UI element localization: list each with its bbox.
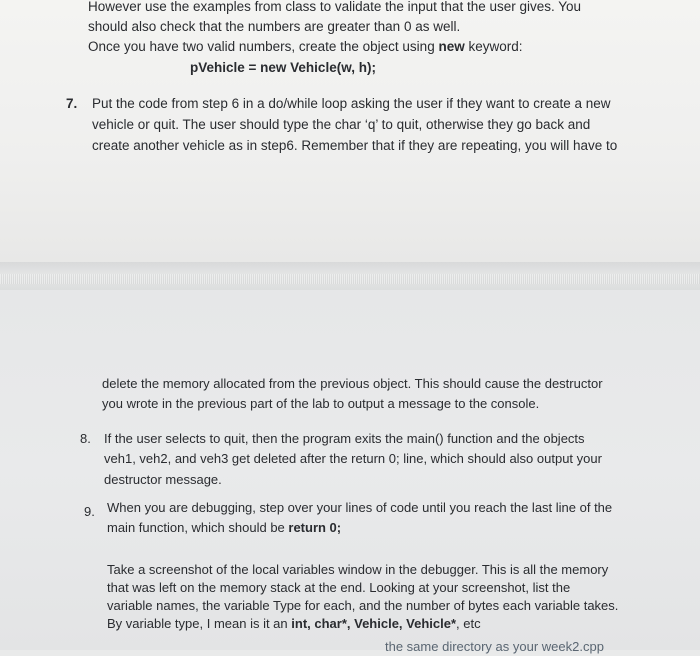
step6-line-1: However use the examples from class to validate the input that the user gives. You	[88, 0, 582, 14]
return-zero-code: return 0;	[288, 520, 342, 535]
step8-number: 8.	[80, 431, 91, 446]
variable-types-list: int, char*, Vehicle, Vehicle*	[291, 616, 457, 631]
step9-para2-line-4-prefix: By variable type, I mean is it an	[107, 616, 292, 631]
new-keyword: new	[438, 39, 465, 54]
step9-para2-line-1: Take a screenshot of the local variables window in the debugger. This is all the memory	[107, 562, 609, 577]
code-snippet-new-vehicle: pVehicle = new Vehicle(w, h);	[190, 60, 376, 75]
step9-para2-line-4	[107, 615, 481, 633]
cutoff-text-fragment: the same directory as your week2.cpp	[385, 639, 604, 654]
step9-line-2-prefix: main function, which should be	[107, 520, 289, 535]
step8-line-2: veh1, veh2, and veh3 get deleted after the return 0; line, which should also output your	[104, 451, 602, 466]
step7-line-2: vehicle or quit. The user should type the char ‘q’ to quit, otherwise they go back and	[92, 117, 591, 132]
step7-line-1: Put the code from step 6 in a do/while loop asking the user if they want to create a new	[92, 96, 611, 111]
step8-line-1: If the user selects to quit, then the program exits the main() function and the objects	[104, 431, 585, 446]
step9-para2-line-2: that was left on the memory stack at the end. Looking at your screenshot, list the	[107, 580, 571, 595]
step7-line-5: you wrote in the previous part of the lab to output a message to the console.	[102, 396, 540, 411]
step7-line-4: delete the memory allocated from the previous object. This should cause the destructor	[102, 376, 603, 391]
step9-number: 9.	[84, 504, 95, 519]
step9-para2-line-4-suffix: , etc	[456, 616, 481, 631]
step6-line-3-prefix: Once you have two valid numbers, create the object using	[88, 39, 439, 54]
step7-number: 7.	[66, 96, 78, 111]
step6-line-3-suffix: keyword:	[464, 39, 523, 54]
step9-para2-line-3: variable names, the variable Type for each, and the number of bytes each variable takes.	[107, 598, 619, 613]
page-gap-texture	[0, 274, 700, 284]
step6-line-3	[88, 38, 523, 56]
step7-line-3: create another vehicle as in step6. Remember that if they are repeating, you will have to	[92, 138, 618, 153]
step9-line-1: When you are debugging, step over your lines of code until you reach the last line of the	[107, 500, 613, 515]
step6-line-2: should also check that the numbers are greater than 0 as well.	[88, 19, 461, 34]
step8-line-3: destructor message.	[104, 472, 222, 487]
step9-line-2	[107, 519, 341, 537]
